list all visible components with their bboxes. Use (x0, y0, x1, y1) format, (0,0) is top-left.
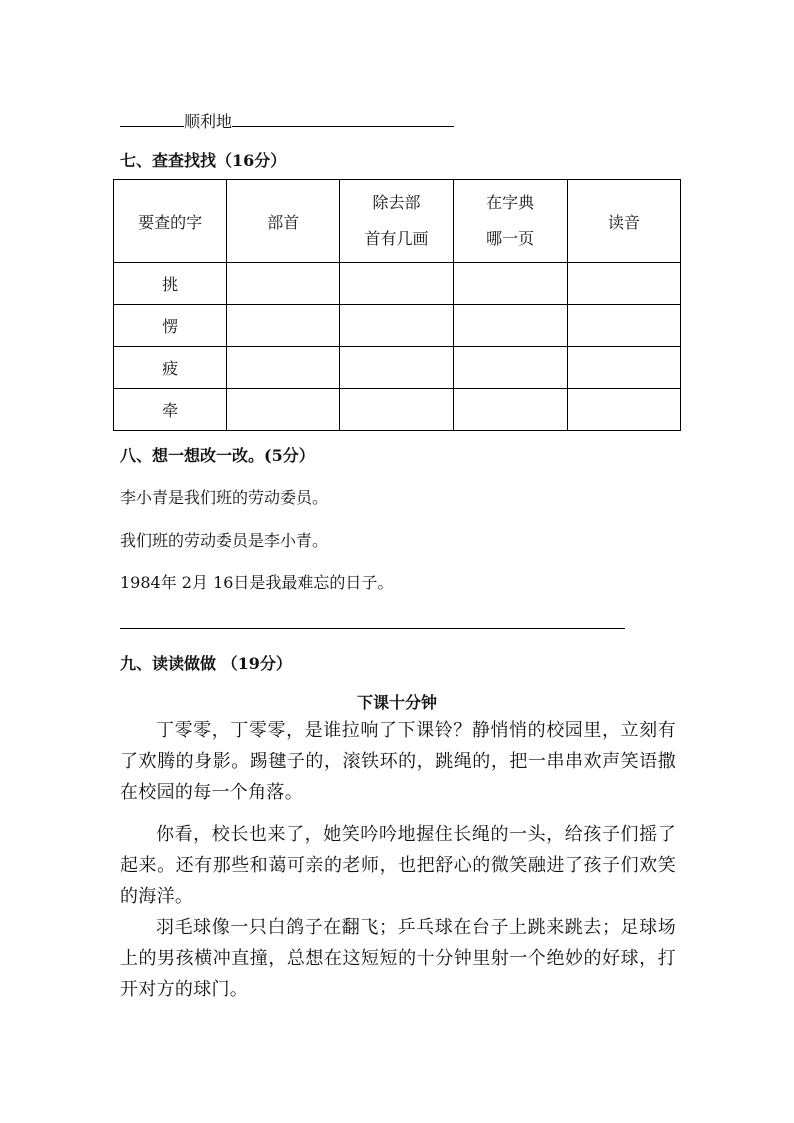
header-strokes: 除去部 首有几画 (340, 180, 453, 263)
section-8-heading: 八、想一想改一改。(5分） (120, 446, 315, 465)
answer-cell[interactable] (453, 263, 567, 305)
table-row (114, 263, 681, 305)
row-char: 疲 (114, 347, 227, 389)
section-9-heading: 九、读读做做 （19分） (120, 654, 292, 673)
row-char: 牵 (114, 389, 227, 431)
header-char: 要查的字 (114, 180, 227, 263)
answer-cell[interactable] (227, 389, 340, 431)
answer-cell[interactable] (567, 263, 680, 305)
dictionary-table (113, 179, 681, 431)
answer-cell[interactable] (340, 305, 453, 347)
header-pronunciation: 读音 (567, 180, 680, 263)
table-row (114, 305, 681, 347)
answer-cell[interactable] (453, 305, 567, 347)
example-sentence-2: 我们班的劳动委员是李小青。 (120, 531, 329, 550)
table-row (114, 389, 681, 431)
section-7-heading: 七、查查找找（16分） (120, 151, 287, 170)
answer-cell[interactable] (567, 305, 680, 347)
answer-cell[interactable] (567, 347, 680, 389)
blank-after[interactable] (232, 111, 454, 127)
answer-cell[interactable] (227, 347, 340, 389)
row-char: 挑 (114, 263, 227, 305)
table-row (114, 347, 681, 389)
answer-cell[interactable] (227, 305, 340, 347)
answer-line[interactable] (120, 628, 625, 629)
story-paragraph-1: 丁零零，丁零零，是谁拉响了下课铃？静悄悄的校园里，立刻有了欢腾的身影。踢毽子的，滚铁环的，跳绳的，把一串串欢声笑语撒在校园的每一个角落。 (120, 720, 676, 803)
blank-before[interactable] (120, 111, 184, 127)
fill-blank-word: 顺利地 (184, 112, 233, 131)
answer-cell[interactable] (453, 347, 567, 389)
answer-cell[interactable] (567, 389, 680, 431)
story-title: 下课十分钟 (356, 693, 437, 712)
answer-cell[interactable] (340, 389, 453, 431)
row-char: 愣 (114, 305, 227, 347)
story-paragraph-3: 羽毛球像一只白鸽子在翻飞；乒乓球在台子上跳来跳去；足球场上的男孩横冲直撞，总想在这短短的十分钟里射一个绝妙的好球，打开对方的球门。 (120, 917, 676, 1000)
header-page: 在字典 哪一页 (453, 180, 567, 263)
example-sentence-1: 李小青是我们班的劳动委员。 (120, 488, 329, 507)
fill-blank-line (120, 109, 454, 132)
answer-cell[interactable] (340, 263, 453, 305)
table-header-row (114, 180, 681, 263)
answer-cell[interactable] (340, 347, 453, 389)
answer-cell[interactable] (453, 389, 567, 431)
header-radical: 部首 (227, 180, 340, 263)
answer-cell[interactable] (227, 263, 340, 305)
question-sentence: 1984年 2月 16日是我最难忘的日子。 (120, 573, 394, 592)
story-paragraph-2: 你看，校长也来了，她笑吟吟地握住长绳的一头，给孩子们摇了起来。还有那些和蔼可亲的老师，也把舒心的微笑融进了孩子们欢笑的海洋。 (120, 824, 676, 907)
